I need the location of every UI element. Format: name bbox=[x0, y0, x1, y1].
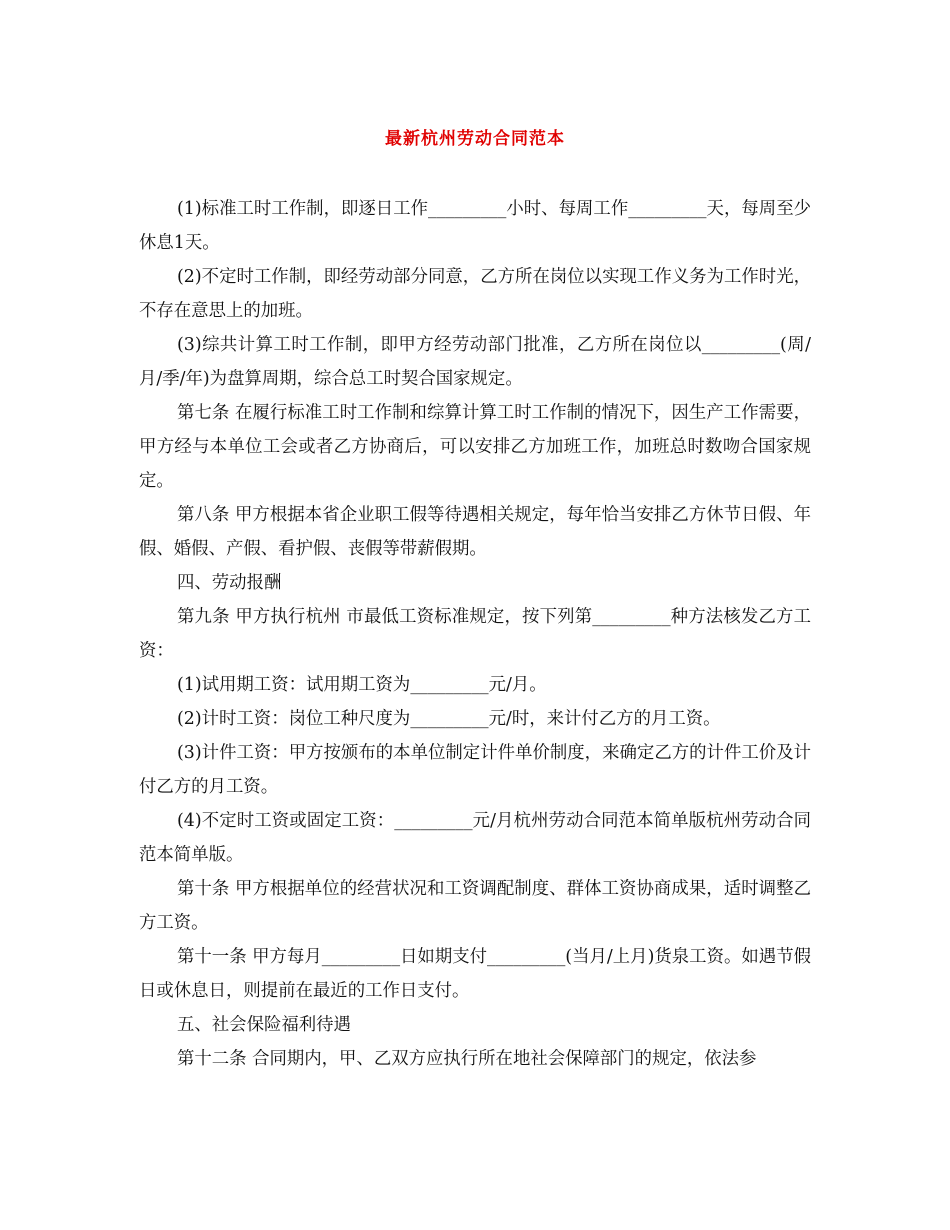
wage-hourly: (2)计时工资：岗位工种尺度为_________元/时，来计付乙方的月工资。 bbox=[177, 709, 721, 729]
wage-probation: (1)试用期工资：试用期工资为_________元/月。 bbox=[177, 675, 547, 695]
wage-piece-rate: (3)计件工资：甲方按颁布的本单位制定计件单价制度，来确定乙方的计件工价及计付乙方的月工资。 bbox=[139, 743, 811, 797]
section-heading-social-insurance: 五、社会保险福利待遇 bbox=[177, 1015, 351, 1035]
document-title: 最新杭州劳动合同范本 bbox=[385, 129, 565, 149]
article-7: 第七条 在履行标准工时工作制和综算计算工时工作制的情况下，因生产工作需要，甲方经与本单位工会或者乙方协商后，可以安排乙方加班工作，加班总时数吻合国家规定。 bbox=[139, 403, 811, 491]
article-8: 第八条 甲方根据本省企业职工假等待遇相关规定，每年恰当安排乙方休节日假、年假、婚假、产假、看护假、丧假等带薪假期。 bbox=[139, 505, 811, 559]
article-12: 第十二条 合同期内，甲、乙双方应执行所在地社会保障部门的规定，依法参 bbox=[177, 1049, 757, 1069]
section-heading-remuneration: 四、劳动报酬 bbox=[177, 573, 282, 593]
article-9: 第九条 甲方执行杭州 市最低工资标准规定，按下列第_________种方法核发乙方工资： bbox=[139, 607, 811, 661]
article-11: 第十一条 甲方每月_________日如期支付_________(当月/上月)货泉工资。如遇节假日或休息日，则提前在最近的工作日支付。 bbox=[139, 947, 811, 1001]
paragraph-comprehensive-hours: (3)综共计算工时工作制，即甲方经劳动部门批准，乙方所在岗位以_________(周/月/季/年)为盘算周期，综合总工时契合国家规定。 bbox=[139, 335, 811, 389]
article-10: 第十条 甲方根据单位的经营状况和工资调配制度、群体工资协商成果，适时调整乙方工资。 bbox=[139, 879, 811, 933]
paragraph-standard-hours: (1)标准工时工作制，即逐日工作_________小时、每周工作_________天，每周至少休息1天。 bbox=[139, 199, 811, 253]
document-body bbox=[139, 192, 811, 1076]
wage-fixed: (4)不定时工资或固定工资：_________元/月杭州劳动合同范本简单版杭州劳动合同范本简单版。 bbox=[139, 811, 811, 865]
paragraph-flexible-hours: (2)不定时工作制，即经劳动部分同意，乙方所在岗位以实现工作义务为工作时光，不存在意思上的加班。 bbox=[139, 267, 811, 321]
